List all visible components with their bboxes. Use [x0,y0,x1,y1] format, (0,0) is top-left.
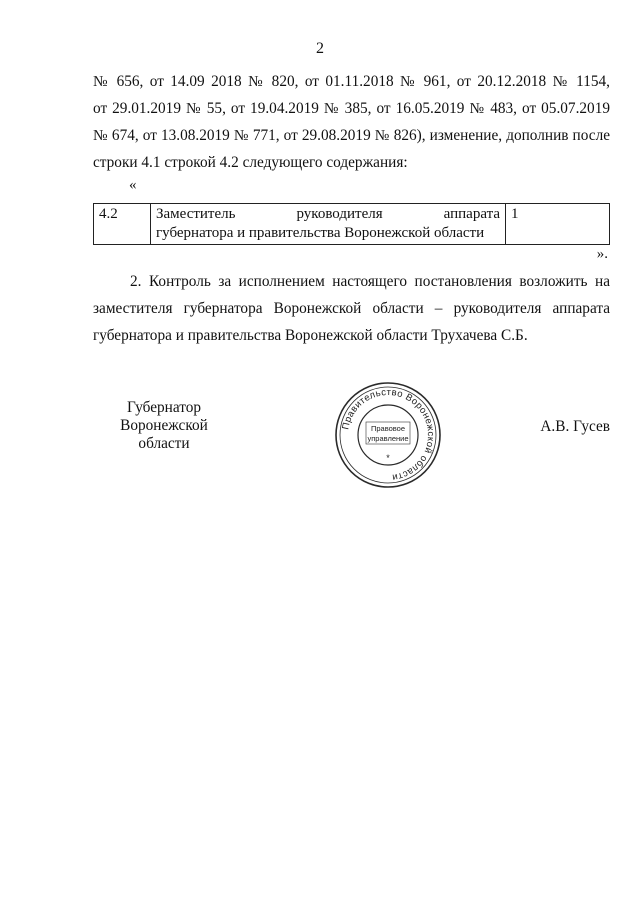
position-line: губернатора и правительства Воронежской области [156,225,485,241]
table-row [94,204,610,245]
stamp-inner-line: управление [367,434,409,443]
paragraph-line: губернатора и правительства Воронежской области Трухачева С.Б. [93,327,528,344]
table-cell-number: 4.2 [94,204,151,245]
insert-table [93,203,610,245]
page-number: 2 [316,40,324,57]
table-cell-value: 1 [506,204,610,245]
signature-name: А.В. Гусев [540,418,610,435]
table-cell-position [151,204,506,245]
signature-title-line: Губернатор [126,399,202,416]
paragraph-amendment [93,68,610,176]
paragraph-line: № 656, от 14.09 2018 № 820, от 01.11.2018 № 961, от 20.12.2018 № 1154, [93,73,610,90]
paragraph-line: от 29.01.2019 № 55, от 19.04.2019 № 385, от 16.05.2019 № 483, от 05.07.2019 [93,100,610,117]
stamp-star-icon: * [386,453,390,463]
quote-close-mark: ». [596,246,608,262]
paragraph-control [93,268,610,349]
seal-stamp-icon [333,380,443,490]
paragraph-line: № 674, от 13.08.2019 № 771, от 29.08.2019 № 826), изменение, дополнив после [93,127,610,144]
paragraph-line: заместителя губернатора Воронежской области – руководителя аппарата [93,300,610,317]
position-line: Заместитель руководителя аппарата [156,206,500,222]
paragraph-line: строки 4.1 строкой 4.2 следующего содержания: [93,154,408,171]
quote-open-mark: « [129,177,137,193]
stamp-inner-line: Правовое [370,424,406,433]
signature-title [93,399,235,453]
paragraph-line: 2. Контроль за исполнением настоящего постановления возложить на [130,273,610,290]
stamp-outer-text: Правительство Воронежской области [340,386,437,483]
signature-title-line: Воронежской области [120,417,208,452]
